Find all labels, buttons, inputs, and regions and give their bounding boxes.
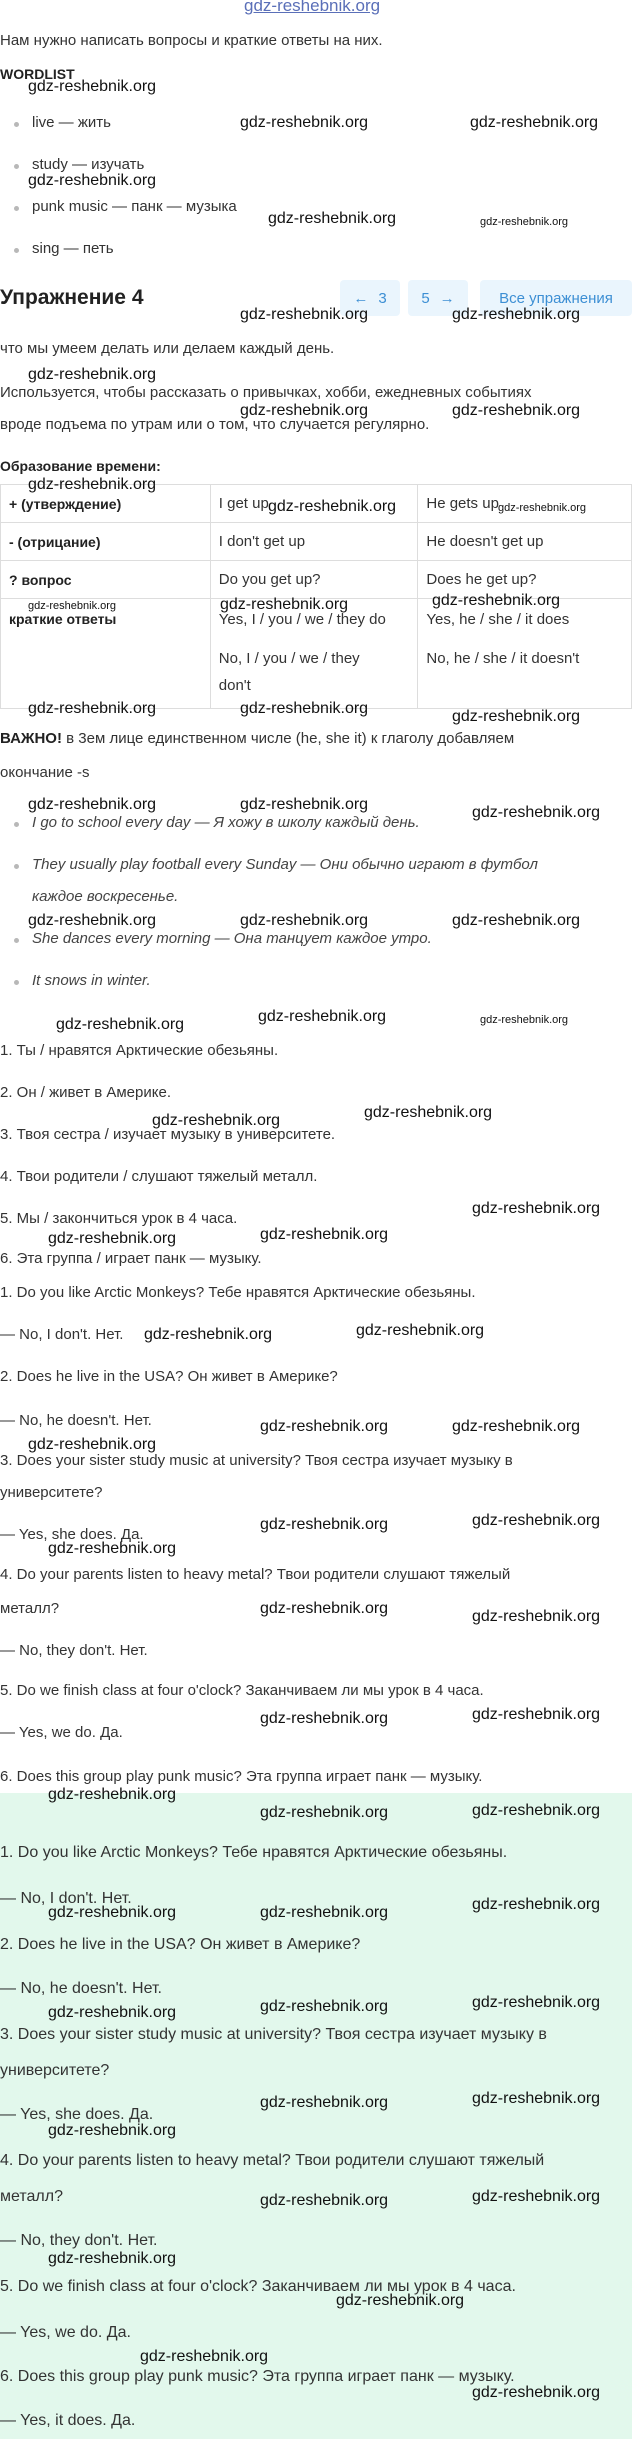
table-cell: ? вопрос xyxy=(1,561,211,599)
watermark: gdz-reshebnik.org xyxy=(452,912,581,929)
table-cell: Yes, I / you / we / they do No, I / you / we / they don't xyxy=(210,599,418,709)
example-sentence: каждое воскресенье. xyxy=(32,888,179,905)
answer-question: металл? xyxy=(0,1600,60,1617)
table-cell: I don't get up xyxy=(210,523,418,561)
task-sentence: 1. Ты / нравятся Арктические обезьяны. xyxy=(0,1042,279,1059)
important-label: ВАЖНО! xyxy=(0,730,62,747)
watermark: gdz-reshebnik.org xyxy=(336,2292,465,2309)
bullet-icon xyxy=(14,822,19,827)
watermark: gdz-reshebnik.org xyxy=(28,366,157,383)
watermark: gdz-reshebnik.org xyxy=(240,796,369,813)
table-cell: краткие ответы xyxy=(1,599,211,709)
watermark: gdz-reshebnik.org xyxy=(48,2122,177,2139)
watermark: gdz-reshebnik.org xyxy=(28,78,157,95)
watermark: gdz-reshebnik.org xyxy=(260,1516,389,1533)
bullet-icon xyxy=(14,980,19,985)
bullet-icon xyxy=(14,206,19,211)
wordlist-item: sing — петь xyxy=(32,240,114,257)
bullet-icon xyxy=(14,864,19,869)
answer-reply: — No, I don't. Нет. xyxy=(0,1326,124,1343)
answer-question: 2. Does he live in the USA? Он живет в Америке? xyxy=(0,1368,338,1385)
table-row xyxy=(1,599,632,709)
watermark: gdz-reshebnik.org xyxy=(260,1600,389,1617)
answer-question: 6. Does this group play punk music? Эта группа играет панк — музыку. xyxy=(0,1768,483,1785)
example-sentence: She dances every morning — Она танцует каждое утро. xyxy=(32,930,432,947)
watermark: gdz-reshebnik.org xyxy=(240,912,369,929)
answer-reply: — Yes, she does. Да. xyxy=(0,1526,144,1543)
watermark: gdz-reshebnik.org xyxy=(432,592,561,609)
wordlist-item: punk music — панк — музыка xyxy=(32,198,237,215)
answer-question: 5. Do we finish class at four o'clock? Заканчиваем ли мы урок в 4 часа. xyxy=(0,2278,516,2295)
watermark: gdz-reshebnik.org xyxy=(260,1998,389,2015)
table-cell: I get up xyxy=(210,485,418,523)
watermark: gdz-reshebnik.org xyxy=(260,2192,389,2209)
watermark: gdz-reshebnik.org xyxy=(472,2384,601,2401)
table-row xyxy=(1,523,632,561)
watermark: gdz-reshebnik.org xyxy=(452,306,581,323)
watermark: gdz-reshebnik.org xyxy=(260,1226,389,1243)
watermark: gdz-reshebnik.org xyxy=(472,1896,601,1913)
description-line: вроде подъема по утрам или о том, что случается регулярно. xyxy=(0,416,430,433)
watermark: gdz-reshebnik.org xyxy=(28,700,157,717)
table-cell: Does he get up? xyxy=(418,561,632,599)
answer-reply: — No, I don't. Нет. xyxy=(0,1890,132,1907)
table-cell: Do you get up? xyxy=(210,561,418,599)
answer-reply: — Yes, we do. Да. xyxy=(0,2324,131,2341)
task-sentence: 2. Он / живет в Америке. xyxy=(0,1084,171,1101)
answer-question: университете? xyxy=(0,2062,110,2079)
wordlist-item: study — изучать xyxy=(32,156,145,173)
watermark: gdz-reshebnik.org xyxy=(480,216,569,228)
table-cell: He doesn't get up xyxy=(418,523,632,561)
example-sentence: It snows in winter. xyxy=(32,972,151,989)
watermark: gdz-reshebnik.org xyxy=(470,114,599,131)
watermark: gdz-reshebnik.org xyxy=(364,1104,493,1121)
watermark: gdz-reshebnik.org xyxy=(240,114,369,131)
watermark: gdz-reshebnik.org xyxy=(472,1994,601,2011)
watermark: gdz-reshebnik.org xyxy=(28,172,157,189)
watermark: gdz-reshebnik.org xyxy=(480,1014,569,1026)
answer-question: университете? xyxy=(0,1484,103,1501)
answer-question: 4. Do your parents listen to heavy metal? Твои родители слушают тяжелый xyxy=(0,1566,511,1583)
answer-question: 6. Does this group play punk music? Эта группа играет панк — музыку. xyxy=(0,2368,515,2385)
watermark: gdz-reshebnik.org xyxy=(356,1322,485,1339)
watermark: gdz-reshebnik.org xyxy=(48,2250,177,2267)
answer-reply: — Yes, we do. Да. xyxy=(0,1724,123,1741)
all-exercises-button[interactable]: Все упражнения xyxy=(480,280,632,316)
answer-question: 3. Does your sister study music at university? Твоя сестра изучает музыку в xyxy=(0,2026,547,2043)
answer-question: 5. Do we finish class at four o'clock? Заканчиваем ли мы урок в 4 часа. xyxy=(0,1682,484,1699)
watermark: gdz-reshebnik.org xyxy=(472,1706,601,1723)
bullet-icon xyxy=(14,164,19,169)
watermark: gdz-reshebnik.org xyxy=(472,804,601,821)
watermark: gdz-reshebnik.org xyxy=(28,796,157,813)
watermark: gdz-reshebnik.org xyxy=(472,1608,601,1625)
watermark: gdz-reshebnik.org xyxy=(28,1436,157,1453)
watermark: gdz-reshebnik.org xyxy=(220,596,349,613)
task-sentence: 6. Эта группа / играет панк — музыку. xyxy=(0,1250,262,1267)
important-note xyxy=(0,730,514,747)
watermark: gdz-reshebnik.org xyxy=(472,1200,601,1217)
watermark: gdz-reshebnik.org xyxy=(260,1804,389,1821)
site-logo[interactable]: gdz-reshebnik.org xyxy=(244,0,381,15)
watermark: gdz-reshebnik.org xyxy=(240,306,369,323)
watermark: gdz-reshebnik.org xyxy=(48,1540,177,1557)
arrow-left-icon: ← xyxy=(353,289,369,307)
answer-reply: — Yes, she does. Да. xyxy=(0,2106,154,2123)
answer-reply: — No, they don't. Нет. xyxy=(0,1642,148,1659)
watermark: gdz-reshebnik.org xyxy=(472,2188,601,2205)
answer-question: 1. Do you like Arctic Monkeys? Тебе нравятся Арктические обезьяны. xyxy=(0,1844,508,1861)
watermark: gdz-reshebnik.org xyxy=(260,1418,389,1435)
bullet-icon xyxy=(14,248,19,253)
task-sentence: 4. Твои родители / слушают тяжелый металл. xyxy=(0,1168,318,1185)
formation-heading: Образование времени: xyxy=(0,458,161,474)
answer-question: металл? xyxy=(0,2188,63,2205)
bullet-icon xyxy=(14,938,19,943)
table-cell: Yes, he / she / it does No, he / she / it doesn't xyxy=(418,599,632,709)
watermark: gdz-reshebnik.org xyxy=(28,476,157,493)
example-sentence: I go to school every day — Я хожу в школу каждый день. xyxy=(32,814,420,831)
table-cell: + (утверждение) xyxy=(1,485,211,523)
watermark: gdz-reshebnik.org xyxy=(260,1710,389,1727)
answer-question: 1. Do you like Arctic Monkeys? Тебе нравятся Арктические обезьяны. xyxy=(0,1284,476,1301)
watermark: gdz-reshebnik.org xyxy=(56,1016,185,1033)
watermark: gdz-reshebnik.org xyxy=(28,600,117,612)
table-cell: - (отрицание) xyxy=(1,523,211,561)
watermark: gdz-reshebnik.org xyxy=(144,1326,273,1343)
watermark: gdz-reshebnik.org xyxy=(268,498,397,515)
task-sentence: 5. Мы / закончиться урок в 4 часа. xyxy=(0,1210,238,1227)
table-cell: He gets up xyxy=(418,485,632,523)
wordlist-item: live — жить xyxy=(32,114,111,131)
watermark: gdz-reshebnik.org xyxy=(498,502,587,514)
watermark: gdz-reshebnik.org xyxy=(260,1904,389,1921)
intro-text: Нам нужно написать вопросы и краткие ответы на них. xyxy=(0,32,383,49)
watermark: gdz-reshebnik.org xyxy=(452,708,581,725)
watermark: gdz-reshebnik.org xyxy=(472,1512,601,1529)
watermark: gdz-reshebnik.org xyxy=(452,402,581,419)
important-note-line: окончание -s xyxy=(0,764,90,781)
answer-question: 2. Does he live in the USA? Он живет в Америке? xyxy=(0,1936,361,1953)
watermark: gdz-reshebnik.org xyxy=(48,1904,177,1921)
watermark: gdz-reshebnik.org xyxy=(472,2090,601,2107)
watermark: gdz-reshebnik.org xyxy=(48,2004,177,2021)
description-line: Используется, чтобы рассказать о привычках, хобби, ежедневных событиях xyxy=(0,384,532,401)
watermark: gdz-reshebnik.org xyxy=(258,1008,387,1025)
description-line: что мы умеем делать или делаем каждый день. xyxy=(0,340,335,357)
watermark: gdz-reshebnik.org xyxy=(28,912,157,929)
bullet-icon xyxy=(14,122,19,127)
watermark: gdz-reshebnik.org xyxy=(48,1786,177,1803)
answer-question: 3. Does your sister study music at university? Твоя сестра изучает музыку в xyxy=(0,1452,513,1469)
answer-reply: — Yes, it does. Да. xyxy=(0,2412,136,2429)
answer-reply: — No, he doesn't. Нет. xyxy=(0,1980,162,1997)
important-text: в 3ем лице единственном числе (he, she it) к глаголу добавляем xyxy=(61,730,515,747)
exercise-title: Упражнение 4 xyxy=(0,286,144,309)
watermark: gdz-reshebnik.org xyxy=(268,210,397,227)
example-sentence: They usually play football every Sunday — Они обычно играют в футбол xyxy=(32,856,538,873)
watermark: gdz-reshebnik.org xyxy=(452,1418,581,1435)
watermark: gdz-reshebnik.org xyxy=(140,2348,269,2365)
task-sentence: 3. Твоя сестра / изучает музыку в университете. xyxy=(0,1126,336,1143)
answer-reply: — No, he doesn't. Нет. xyxy=(0,1412,152,1429)
next-exercise-label: 5 xyxy=(421,289,430,307)
watermark: gdz-reshebnik.org xyxy=(240,700,369,717)
arrow-right-icon: → xyxy=(439,289,455,307)
watermark: gdz-reshebnik.org xyxy=(152,1112,281,1129)
answer-reply: — No, they don't. Нет. xyxy=(0,2232,158,2249)
watermark: gdz-reshebnik.org xyxy=(260,2094,389,2111)
watermark: gdz-reshebnik.org xyxy=(240,402,369,419)
wordlist-heading: WORDLIST xyxy=(0,66,75,82)
prev-exercise-label: 3 xyxy=(378,289,387,307)
watermark: gdz-reshebnik.org xyxy=(48,1230,177,1247)
watermark: gdz-reshebnik.org xyxy=(472,1802,601,1819)
answer-question: 4. Do your parents listen to heavy metal? Твои родители слушают тяжелый xyxy=(0,2152,545,2169)
